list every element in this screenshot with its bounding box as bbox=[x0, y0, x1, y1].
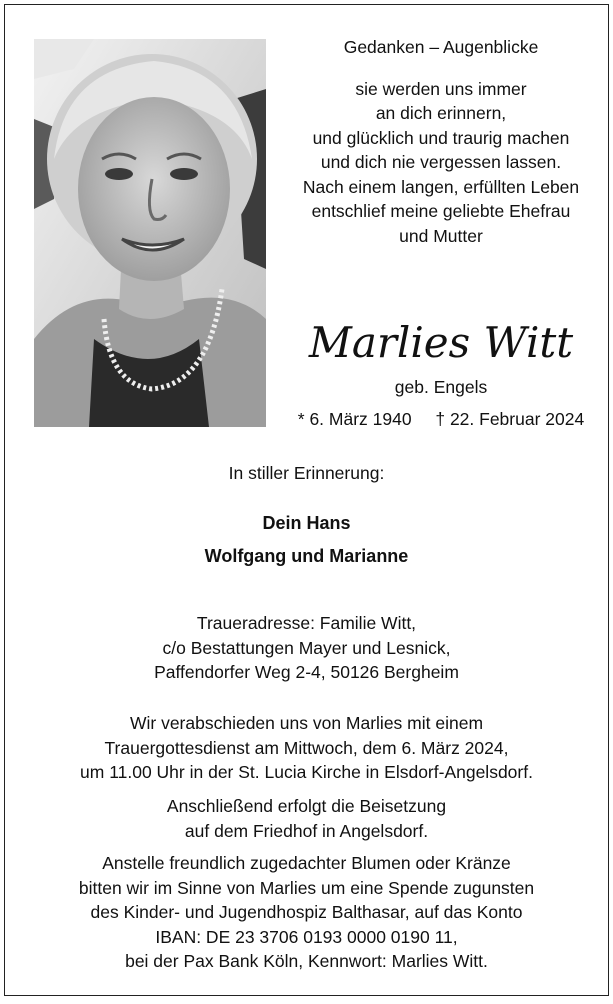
donation-line: bitten wir im Sinne von Marlies um eine Spende zugunsten bbox=[78, 877, 535, 898]
service-line: um 11.00 Uhr in der St. Lucia Kirche in Elsdorf-Angelsdorf. bbox=[80, 762, 533, 782]
portrait-photo bbox=[34, 39, 266, 427]
birth-date: * 6. März 1940 bbox=[297, 409, 412, 429]
memory-heading: In stiller Erinnerung: bbox=[228, 463, 385, 483]
burial-line: auf dem Friedhof in Angelsdorf. bbox=[184, 820, 429, 841]
poem-line: sie werden uns immer bbox=[355, 78, 527, 99]
obituary-notice bbox=[4, 4, 609, 996]
deceased-name: Marlies Witt bbox=[308, 318, 574, 367]
burial-info bbox=[5, 794, 608, 843]
donation-request bbox=[5, 851, 608, 974]
mourner-name: Wolfgang und Marianne bbox=[204, 546, 409, 566]
poem-line: und dich nie vergessen lassen. bbox=[320, 152, 562, 172]
donation-line: des Kinder- und Jugendhospiz Balthasar, auf das Konto bbox=[90, 902, 523, 922]
burial-line: Anschließend erfolgt die Beisetzung bbox=[166, 796, 447, 816]
donation-line: IBAN: DE 23 3706 0193 0000 0190 11, bbox=[155, 926, 458, 947]
mourners bbox=[5, 507, 608, 573]
life-dates bbox=[273, 409, 609, 430]
poem-line: und glücklich und traurig machen bbox=[312, 127, 570, 148]
deceased-name-signature bbox=[273, 305, 609, 377]
mourner-name: Dein Hans bbox=[262, 513, 351, 533]
poem-line: Nach einem langen, erfüllten Leben bbox=[302, 176, 580, 197]
poem-line: entschlief meine geliebte Ehefrau bbox=[311, 201, 571, 221]
poem-line: und Mutter bbox=[399, 225, 483, 246]
address-line: Traueradresse: Familie Witt, bbox=[196, 613, 417, 633]
poem bbox=[273, 35, 609, 248]
mourning-address bbox=[5, 611, 608, 685]
service-line: Wir verabschieden uns von Marlies mit einem bbox=[129, 713, 484, 733]
address-line: c/o Bestattungen Mayer und Lesnick, bbox=[162, 637, 451, 658]
service-line: Trauergottesdienst am Mittwoch, dem 6. März 2024, bbox=[104, 737, 509, 758]
death-date: † 22. Februar 2024 bbox=[435, 409, 585, 429]
poem-heading: Gedanken – Augenblicke bbox=[343, 37, 539, 57]
donation-line: bei der Pax Bank Köln, Kennwort: Marlies Witt. bbox=[125, 951, 488, 971]
poem-line: an dich erinnern, bbox=[375, 103, 507, 123]
funeral-service bbox=[5, 711, 608, 785]
donation-line: Anstelle freundlich zugedachter Blumen oder Kränze bbox=[102, 853, 511, 873]
birth-name: geb. Engels bbox=[394, 377, 488, 397]
address-line: Paffendorfer Weg 2-4, 50126 Bergheim bbox=[154, 662, 459, 682]
